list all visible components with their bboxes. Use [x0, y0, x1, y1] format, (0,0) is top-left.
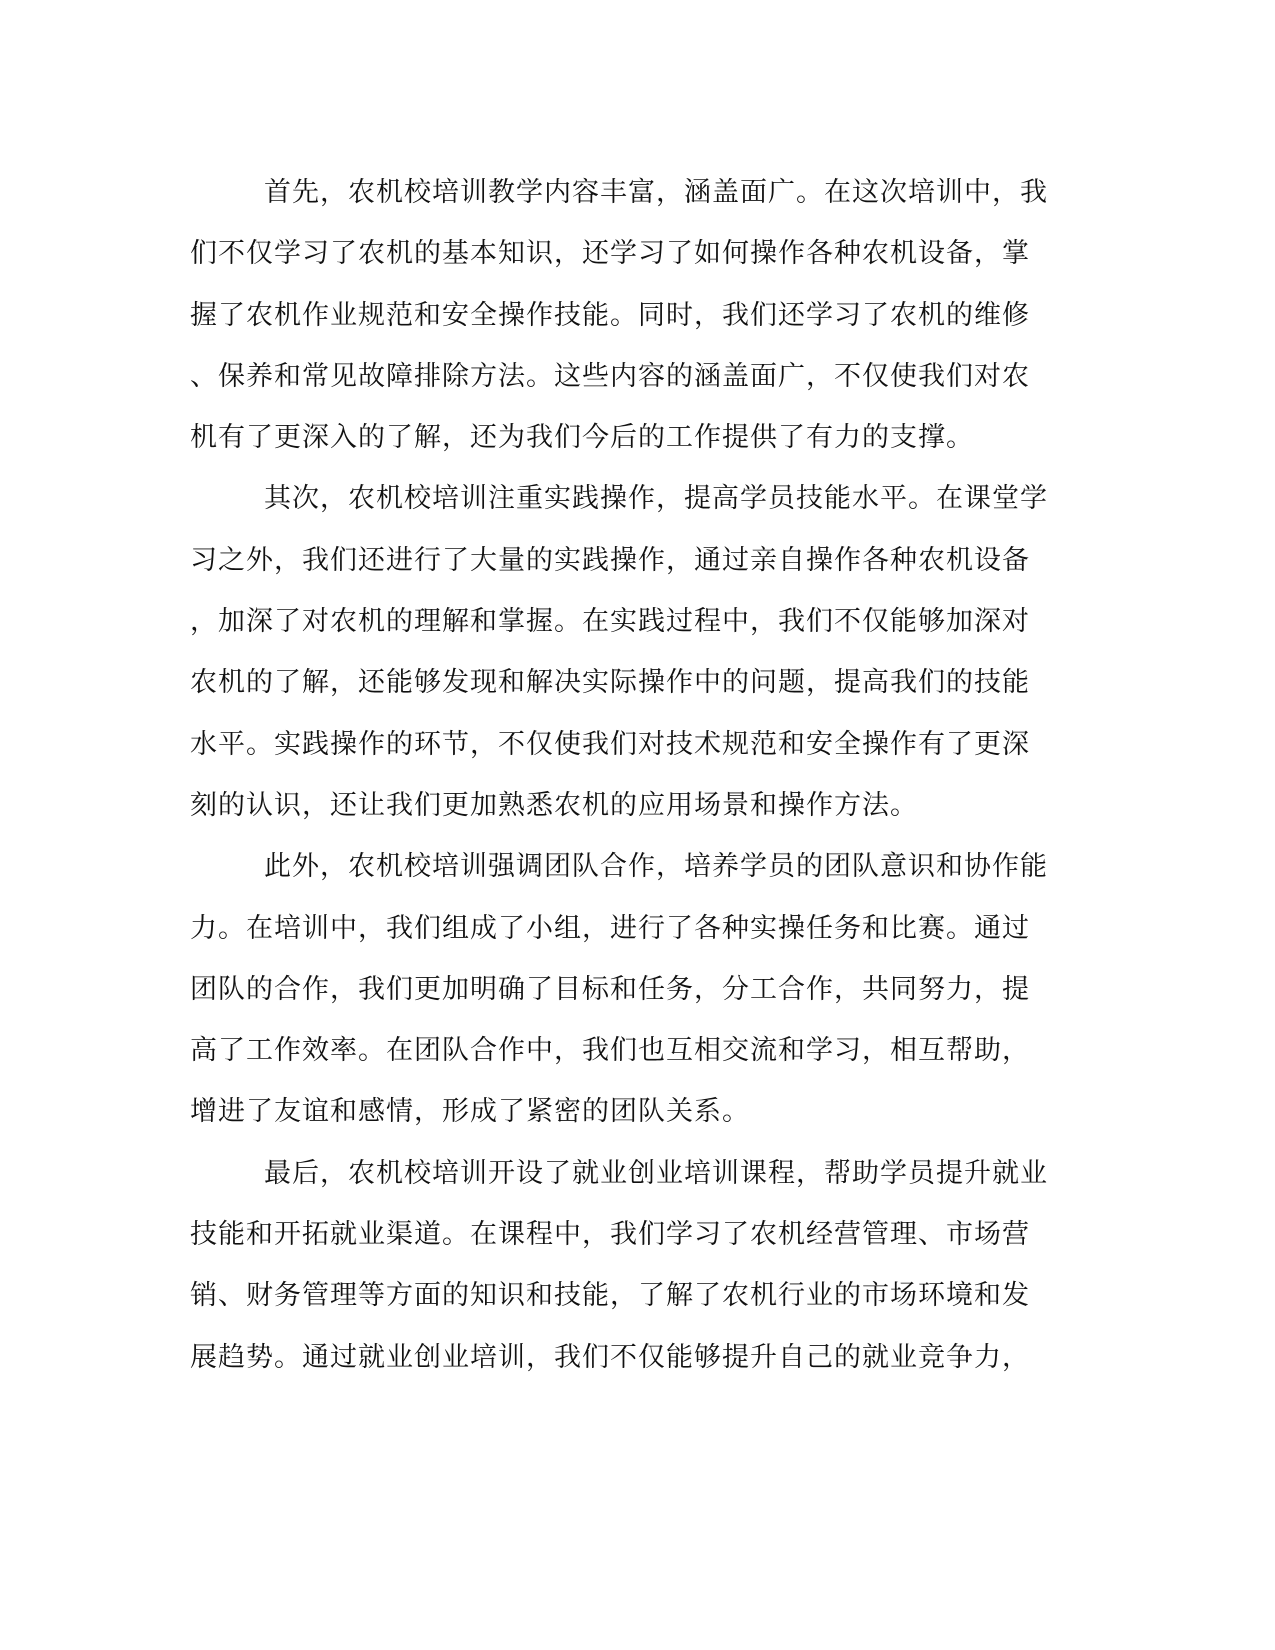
text-line: 农机的了解，还能够发现和解决实际操作中的问题，提高我们的技能: [190, 667, 1030, 699]
document-body: [190, 162, 1080, 1388]
text-line: 高了工作效率。在团队合作中，我们也互相交流和学习，相互帮助，: [190, 1035, 1030, 1067]
text-line: 、保养和常见故障排除方法。这些内容的涵盖面广，不仅使我们对农: [190, 360, 1030, 392]
text-line: 水平。实践操作的环节，不仅使我们对技术规范和安全操作有了更深: [190, 728, 1030, 760]
text-line: ，加深了对农机的理解和掌握。在实践过程中，我们不仅能够加深对: [190, 606, 1030, 638]
text-line: 首先，农机校培训教学内容丰富，涵盖面广。在这次培训中，我: [264, 177, 1048, 208]
paragraph-3: [190, 836, 1080, 1142]
text-line: 握了农机作业规范和安全操作技能。同时，我们还学习了农机的维修: [190, 299, 1030, 331]
text-line: 刻的认识，还让我们更加熟悉农机的应用场景和操作方法。: [190, 789, 918, 821]
text-line: 习之外，我们还进行了大量的实践操作，通过亲自操作各种农机设备: [190, 544, 1030, 576]
text-line: 机有了更深入的了解，还为我们今后的工作提供了有力的支撑。: [190, 422, 974, 454]
text-line: 们不仅学习了农机的基本知识，还学习了如何操作各种农机设备，掌: [190, 238, 1030, 270]
text-line: 力。在培训中，我们组成了小组，进行了各种实操任务和比赛。通过: [190, 912, 1030, 944]
paragraph-2: [190, 468, 1080, 836]
paragraph-4: [190, 1143, 1080, 1388]
text-line: 技能和开拓就业渠道。在课程中，我们学习了农机经营管理、市场营: [190, 1219, 1030, 1251]
paragraph-1: [190, 162, 1080, 468]
text-line: 展趋势。通过就业创业培训，我们不仅能够提升自己的就业竞争力，: [190, 1341, 1030, 1373]
text-line: 最后，农机校培训开设了就业创业培训课程，帮助学员提升就业: [264, 1157, 1048, 1189]
text-line: 此外，农机校培训强调团队合作，培养学员的团队意识和协作能: [264, 851, 1048, 883]
text-line: 销、财务管理等方面的知识和技能，了解了农机行业的市场环境和发: [190, 1280, 1030, 1312]
text-line: 其次，农机校培训注重实践操作，提高学员技能水平。在课堂学: [264, 483, 1048, 515]
text-line: 团队的合作，我们更加明确了目标和任务，分工合作，共同努力，提: [190, 973, 1030, 1005]
text-line: 增进了友谊和感情，形成了紧密的团队关系。: [190, 1096, 750, 1128]
